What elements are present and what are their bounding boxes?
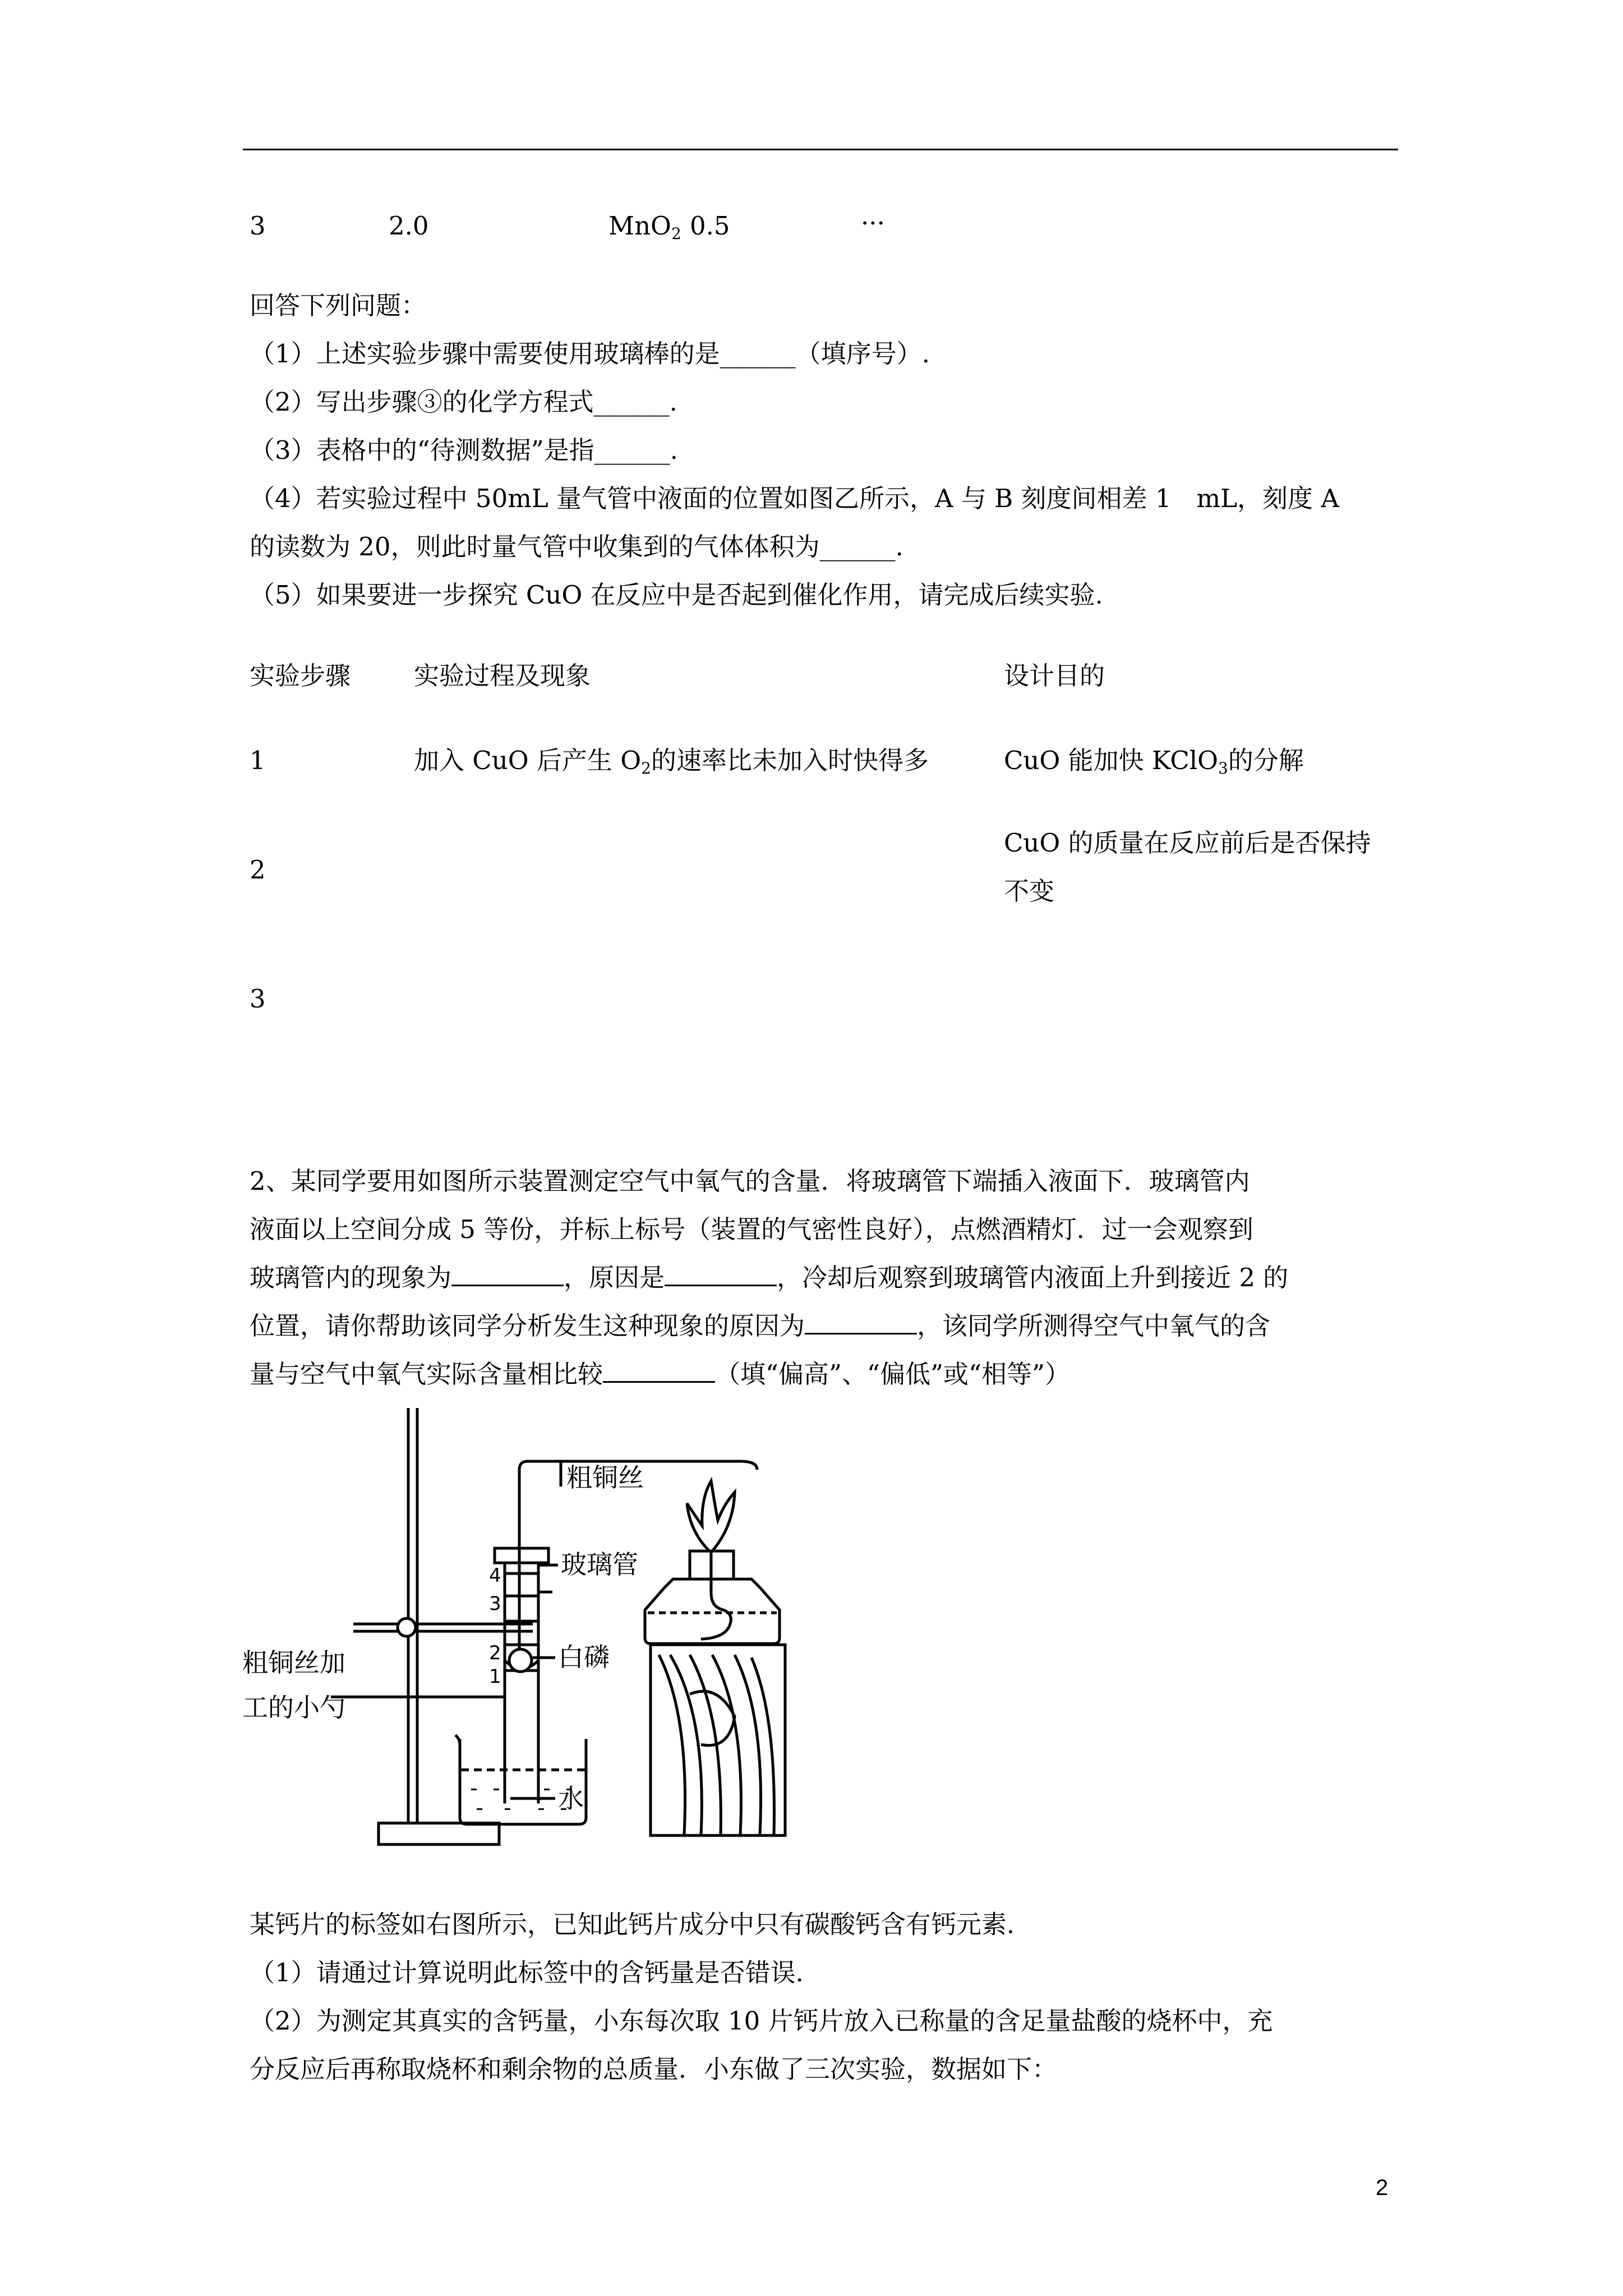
row1-purpose: CuO 能加快 KClO$_3$的分解 xyxy=(1004,746,1304,777)
mark-3: 3 xyxy=(489,1593,501,1615)
problem2-line4: 位置，请你帮助该同学分析发生这种现象的原因为 ，该同学所测得空气中氧气的含 xyxy=(250,1311,1271,1341)
problem3-line2: （1）请通过计算说明此标签中的含钙量是否错误． xyxy=(250,1958,821,1987)
question-3: （3）表格中的“待测数据”是指______. xyxy=(250,435,678,465)
label-water: 水 xyxy=(558,1783,584,1814)
cell-ellipsis: ··· xyxy=(861,208,885,238)
cell-catalyst-mass: 0.5 xyxy=(690,211,730,241)
problem2-line2: 液面以上空间分成 5 等份，并标上标号（装置的气密性良好），点燃酒精灯．过一会观察到 xyxy=(250,1214,1253,1244)
question-5: （5）如果要进一步探究 CuO 在反应中是否起到催化作用，请完成后续实验. xyxy=(250,580,1103,610)
cell-catalyst: MnO$_2$ xyxy=(608,211,681,243)
problem2-line1: 2、某同学要用如图所示装置测定空气中氧气的含量．将玻璃管下端插入液面下．玻璃管内 xyxy=(250,1166,1250,1196)
answer-blank xyxy=(603,1381,715,1383)
clamp-knob xyxy=(398,1618,416,1636)
apparatus-figure xyxy=(241,1402,841,1862)
mark-4: 4 xyxy=(489,1565,501,1587)
answer-blank xyxy=(665,1284,777,1286)
problem2-line3: 玻璃管内的现象为 ，原因是 ，冷却后观察到玻璃管内液面上升到接近 2 的 xyxy=(250,1263,1289,1292)
row2-step: 2 xyxy=(250,855,266,885)
header-rule xyxy=(243,149,1398,150)
label-spoon-line1: 粗铜丝加 xyxy=(242,1648,345,1678)
problem3-line1: 某钙片的标签如右图所示，已知此钙片成分中只有碳酸钙含有钙元素． xyxy=(250,1910,1032,1939)
label-spoon-line2: 工的小勺 xyxy=(242,1692,345,1723)
header-process: 实验过程及现象 xyxy=(414,661,591,691)
header-purpose: 设计目的 xyxy=(1004,661,1105,691)
cell-step: 3 xyxy=(250,211,266,241)
question-2: （2）写出步骤③的化学方程式______. xyxy=(250,387,677,417)
row2-purpose-line1: CuO 的质量在反应前后是否保持 xyxy=(1004,828,1371,858)
tube-stopper xyxy=(495,1548,548,1563)
mark-1: 1 xyxy=(489,1665,501,1688)
row1-process: 加入 CuO 后产生 $O_2$的速率比未加入时快得多 xyxy=(414,746,929,777)
wooden-block xyxy=(651,1645,785,1835)
stand-base xyxy=(379,1823,499,1844)
question-4-line2: 的读数为 20，则此时量气管中收集到的气体体积为______. xyxy=(250,532,903,562)
phosphorus xyxy=(509,1649,532,1672)
problem3-line3: （2）为测定其真实的含钙量，小东每次取 10 片钙片放入已称量的含足量盐酸的烧杯中，充 xyxy=(250,2006,1273,2036)
row2-purpose-line2: 不变 xyxy=(1004,876,1055,906)
label-phosphorus: 白磷 xyxy=(558,1642,610,1672)
row1-step: 1 xyxy=(250,746,266,775)
answer-blank xyxy=(805,1332,917,1335)
question-1: （1）上述实验步骤中需要使用玻璃棒的是______（填序号）. xyxy=(250,339,930,369)
problem3-line4: 分反应后再称取烧杯和剩余物的总质量．小东做了三次实验，数据如下： xyxy=(250,2054,1058,2084)
mark-2: 2 xyxy=(489,1642,501,1664)
label-glass-tube: 玻璃管 xyxy=(561,1549,638,1580)
apparatus-drawing xyxy=(241,1402,841,1862)
flame xyxy=(687,1481,735,1551)
problem2-line5: 量与空气中氧气实际含量相比较 （填“偏高”、“偏低”或“相等”） xyxy=(250,1359,1071,1389)
header-step: 实验步骤 xyxy=(250,661,351,691)
label-copper-wire: 粗铜丝 xyxy=(566,1462,644,1493)
cell-mass: 2.0 xyxy=(389,211,429,241)
answer-blank xyxy=(451,1284,564,1286)
intro-text: 回答下列问题： xyxy=(250,291,427,320)
row3-step: 3 xyxy=(250,984,266,1014)
question-4-line1: （4）若实验过程中 50mL 量气管中液面的位置如图乙所示，A 与 B 刻度间相差 1 mL，刻度 A xyxy=(250,484,1339,513)
page-number: 2 xyxy=(1376,2175,1389,2200)
